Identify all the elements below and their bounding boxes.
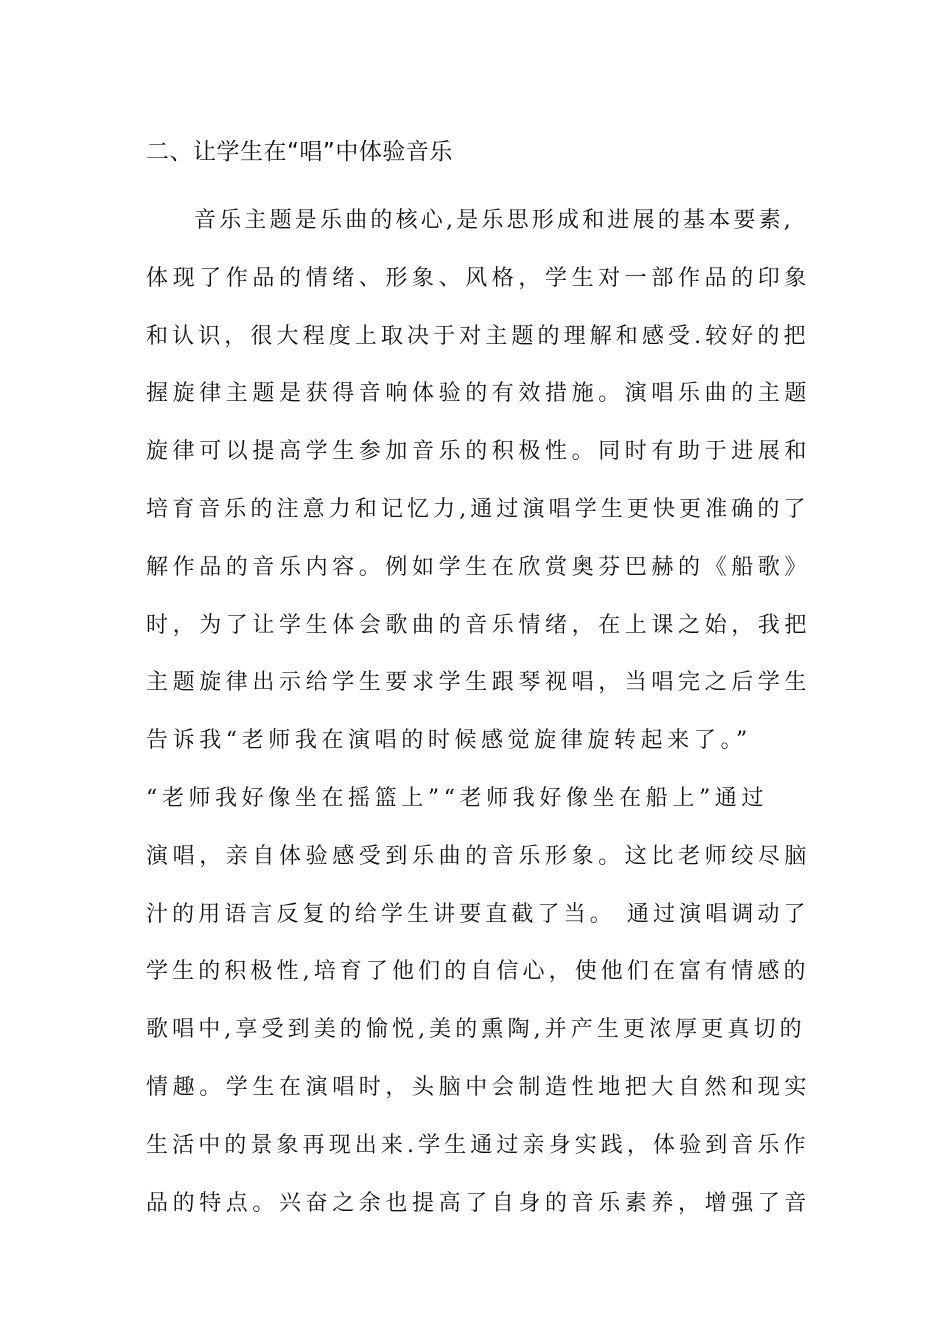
paragraph-line: 生活中的景象再现出来.学生通过亲身实践，体验到音乐作 — [146, 1132, 810, 1158]
paragraph-line: 解作品的音乐内容。例如学生在欣赏奥芬巴赫的《船歌》 — [146, 554, 812, 580]
paragraph-line: 歌唱中,享受到美的愉悦,美的熏陶,并产生更浓厚更真切的 — [146, 1017, 806, 1043]
paragraph-line: 培育音乐的注意力和记忆力,通过演唱学生更快更准确的了 — [146, 496, 810, 522]
paragraph-line: 旋律可以提高学生参加音乐的积极性。同时有助于进展和 — [146, 439, 812, 465]
body-paragraph — [146, 199, 816, 1239]
paragraph-line: 品的特点。兴奋之余也提高了自身的音乐素养，增强了音 — [146, 1190, 812, 1216]
paragraph-line: 情趣。学生在演唱时，头脑中会制造性地把大自然和现实 — [146, 1074, 812, 1100]
paragraph-line: 汁的用语言反复的给学生讲要直截了当。 通过演唱调动了 — [146, 901, 810, 927]
paragraph-line: “老师我好像坐在摇篮上”“老师我好像坐在船上”通过 — [146, 785, 768, 811]
paragraph-line: 主题旋律出示给学生要求学生跟琴视唱，当唱完之后学生 — [146, 670, 812, 696]
paragraph-line: 体现了作品的情绪、形象、风格，学生对一部作品的印象 — [146, 265, 812, 291]
paragraph-line: 告诉我“老师我在演唱的时候感觉旋律旋转起来了。” — [146, 728, 752, 754]
section-heading: 二、让学生在“唱”中体验音乐 — [146, 139, 453, 165]
paragraph-line: 音乐主题是乐曲的核心,是乐思形成和进展的基本要素, — [194, 208, 794, 233]
paragraph-line: 演唱，亲自体验感受到乐曲的音乐形象。这比老师绞尽脑 — [146, 843, 812, 869]
paragraph-line: 握旋律主题是获得音响体验的有效措施。演唱乐曲的主题 — [146, 381, 812, 407]
paragraph-line: 学生的积极性,培育了他们的自信心，使他们在富有情感的 — [146, 959, 810, 985]
paragraph-line: 时，为了让学生体会歌曲的音乐情绪，在上课之始，我把 — [146, 612, 812, 638]
paragraph-line: 和认识，很大程度上取决于对主题的理解和感受.较好的把 — [146, 323, 810, 349]
